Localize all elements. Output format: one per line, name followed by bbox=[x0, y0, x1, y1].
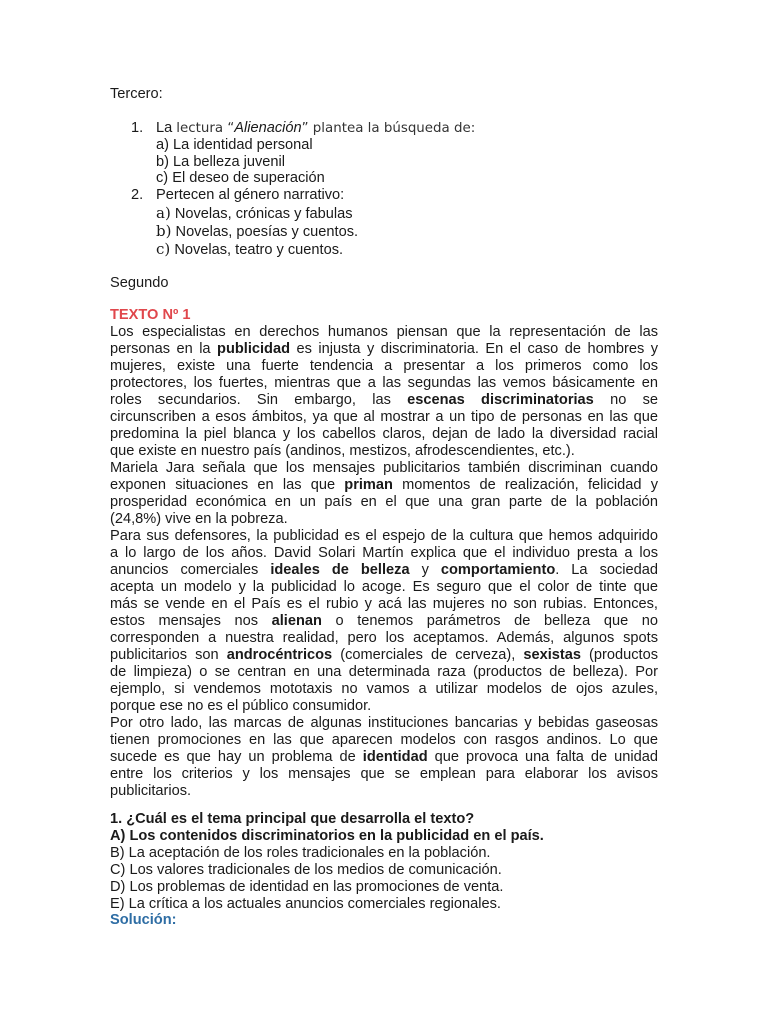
body-text-segment: tienen promociones en las que aparecen modelos con rasgos andinos. Lo que bbox=[110, 732, 658, 748]
heading-segundo: Segundo bbox=[110, 275, 169, 291]
q1-option-c: c) El deseo de superación bbox=[156, 170, 325, 186]
q1-lectura: lectura “ bbox=[176, 121, 235, 136]
q2-number: 2. bbox=[131, 187, 144, 203]
body-line bbox=[110, 613, 658, 630]
body-text-segment: y bbox=[409, 562, 441, 578]
body-line bbox=[110, 545, 658, 562]
q1-text bbox=[156, 120, 475, 137]
q2-option-a-text: Novelas, crónicas y fabulas bbox=[174, 206, 353, 222]
body-line bbox=[110, 528, 658, 545]
bold-term: comportamiento bbox=[440, 562, 556, 578]
question-title: 1. ¿Cuál es el tema principal que desarrolla el texto? bbox=[110, 811, 475, 827]
body-text-segment: no se bbox=[593, 392, 658, 408]
body-line bbox=[110, 698, 658, 715]
body-line bbox=[110, 647, 658, 664]
bold-term: identidad bbox=[362, 749, 428, 765]
bold-term: sexistas bbox=[523, 647, 581, 663]
body-line bbox=[110, 596, 658, 613]
answer-c: C) Los valores tradicionales de los medios de comunicación. bbox=[110, 862, 502, 878]
body-text-segment: Por otro lado, las marcas de algunas instituciones bancarias y bebidas gaseosas bbox=[110, 715, 658, 731]
texto-title: TEXTO Nº 1 bbox=[110, 307, 191, 323]
body-text-segment: Los especialistas en derechos humanos piensan que la representación de las bbox=[110, 324, 658, 340]
body-text-segment: (productos bbox=[580, 647, 658, 663]
body-text-segment: es injusta y discriminatoria. En el caso de hombres y bbox=[290, 341, 659, 357]
body-line bbox=[110, 358, 658, 375]
body-text-segment: publicitarios. bbox=[110, 783, 192, 799]
body-text-segment: personas en la bbox=[110, 341, 218, 357]
body-line bbox=[110, 511, 658, 528]
answer-b: B) La aceptación de los roles tradicionales en la población. bbox=[110, 845, 491, 861]
body-line bbox=[110, 494, 658, 511]
body-text-segment: entre los criterios y los mensajes que se emplean para elaborar los avisos bbox=[110, 766, 658, 782]
body-text-segment: que existe en nuestro país (andinos, mestizos, afrodescendientes, etc.). bbox=[110, 443, 575, 459]
body-text-segment: prosperidad económica en un país en el que una gran parte de la población bbox=[110, 494, 658, 510]
body-text-segment: protectores, los fuertes, mientras que a las segundas las vemos básicamente en bbox=[110, 375, 658, 391]
body-line bbox=[110, 562, 658, 579]
body-text-segment: momentos de realización, felicidad y bbox=[392, 477, 658, 493]
body-line bbox=[110, 324, 658, 341]
q2-text: Pertecen al género narrativo: bbox=[156, 187, 345, 203]
answer-d: D) Los problemas de identidad en las promociones de venta. bbox=[110, 879, 504, 895]
heading-tercero: Tercero: bbox=[110, 86, 163, 102]
bold-term: ideales de belleza bbox=[270, 562, 410, 578]
body-text-segment: publicitarios son bbox=[110, 647, 227, 663]
q1-number: 1. bbox=[131, 120, 144, 136]
body-line bbox=[110, 749, 658, 766]
body-line bbox=[110, 375, 658, 392]
body-line bbox=[110, 443, 658, 460]
body-line bbox=[110, 341, 658, 358]
body-text-segment: de limpieza) o se centran en una determinada raza (productos de belleza). Por bbox=[110, 664, 658, 680]
body-line bbox=[110, 664, 658, 681]
q1-option-b: b) La belleza juvenil bbox=[156, 154, 285, 170]
body-line bbox=[110, 732, 658, 749]
body-text-segment: estos mensajes nos bbox=[110, 613, 272, 629]
q2-option-b-text: Novelas, poesías y cuentos. bbox=[175, 224, 359, 240]
bold-term: priman bbox=[344, 477, 393, 493]
q2-option-a bbox=[156, 205, 353, 223]
body-text-segment: que provoca una falta de unidad bbox=[427, 749, 658, 765]
answer-a: A) Los contenidos discriminatorios en la publicidad en el país. bbox=[110, 828, 544, 844]
body-text-segment: . La sociedad bbox=[555, 562, 658, 578]
body-line bbox=[110, 715, 658, 732]
body-text-segment: Para sus defensores, la publicidad es el espejo de la cultura que hemos adquirido bbox=[110, 528, 658, 544]
q2-option-c-text: Novelas, teatro y cuentos. bbox=[174, 242, 344, 258]
body-text-segment: más se vende en el País es el rubio y acá las mujeres no son rubias. Entonces, bbox=[110, 596, 658, 612]
body-line bbox=[110, 783, 658, 800]
body-line bbox=[110, 426, 658, 443]
body-line bbox=[110, 766, 658, 783]
body-text-segment: corresponden a nuestra realidad, pero los aceptamos. Además, algunos spots bbox=[110, 630, 658, 646]
q1-title: Alienación bbox=[234, 120, 302, 136]
body-text-segment: o tenemos parámetros de belleza que no bbox=[321, 613, 658, 629]
q2-option-c-letter: c) bbox=[156, 240, 171, 258]
body-line bbox=[110, 392, 658, 409]
body-text-segment: predomina la piel blanca y los cabellos claros, dejan de lado la diversidad racial bbox=[110, 426, 658, 442]
body-text-segment: a lo largo de los años. David Solari Martín explica que el individuo presta a los bbox=[110, 545, 658, 561]
bold-term: alienan bbox=[271, 613, 322, 629]
q2-option-b bbox=[156, 223, 358, 241]
q2-option-b-letter: b) bbox=[156, 222, 172, 240]
body-text-segment: circunscriben a esos ámbitos, ya que al mostrar a un tipo de personas en las que bbox=[110, 409, 658, 425]
body-text-segment: Mariela Jara señala que los mensajes publicitarios también discriminan cuando bbox=[110, 460, 658, 476]
body-text-segment: sucede es que hay un problema de bbox=[110, 749, 363, 765]
body-line bbox=[110, 681, 658, 698]
body-text-segment: exponen situaciones en las que bbox=[110, 477, 345, 493]
body-text-segment: mujeres, existe una fuerte tendencia a presentar a los primeros como los bbox=[110, 358, 658, 374]
bold-term: androcéntricos bbox=[226, 647, 333, 663]
body-text-segment: roles secundarios. Sin embargo, las bbox=[110, 392, 408, 408]
body-text-segment: ejemplo, si vendemos mototaxis no vamos a utilizar modelos de ojos azules, bbox=[110, 681, 658, 697]
body-line bbox=[110, 477, 658, 494]
bold-term: publicidad bbox=[217, 341, 290, 357]
bold-term: escenas discriminatorias bbox=[407, 392, 594, 408]
body-line bbox=[110, 630, 658, 647]
body-text-segment: porque ese no es el público consumidor. bbox=[110, 698, 372, 714]
body-text-segment: anuncios comerciales bbox=[110, 562, 271, 578]
body-text-segment: (24,8%) vive en la pobreza. bbox=[110, 511, 288, 527]
q2-option-c bbox=[156, 241, 343, 259]
q2-option-a-letter: a) bbox=[156, 204, 171, 222]
body-line bbox=[110, 409, 658, 426]
answer-e: E) La crítica a los actuales anuncios comerciales regionales. bbox=[110, 896, 501, 912]
body-text-segment: (comerciales de cerveza), bbox=[332, 647, 524, 663]
body-line bbox=[110, 460, 658, 477]
solucion-label: Solución: bbox=[110, 912, 177, 928]
q1-prefix: La bbox=[156, 120, 173, 136]
q1-option-a: a) La identidad personal bbox=[156, 137, 313, 153]
body-line bbox=[110, 579, 658, 596]
q1-rest: ” plantea la búsqueda de: bbox=[301, 121, 476, 136]
body-text-segment: acepta un modelo y la publicidad lo acoge. Es seguro que el color de tinte que bbox=[110, 579, 658, 595]
